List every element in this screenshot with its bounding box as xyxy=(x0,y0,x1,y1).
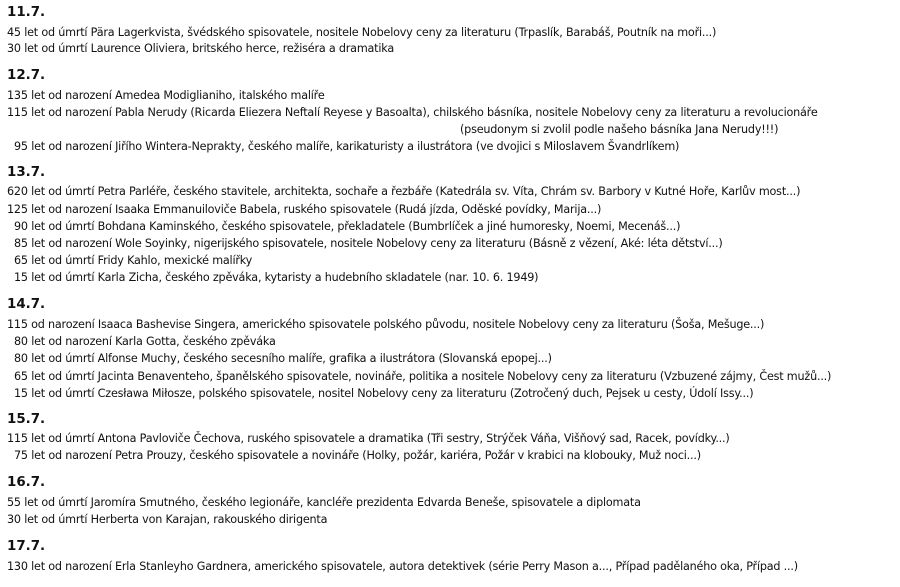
entry-line: 30 let od úmrtí Herberta von Karajan, rakouského dirigenta xyxy=(7,513,328,526)
entry-line: 130 let od narození Erla Stanleyho Gardnera, amerického spisovatele, autora detektivek (série Perry Mason a..., Případ padělaného oka, Případ ...) xyxy=(7,560,798,573)
entry-line: 95 let od narození Jiřího Wintera-Neprakty, českého malíře, karikaturisty a ilustrátora (ve dvojici s Miloslavem Švandrlíkem) xyxy=(14,140,680,153)
date-heading-11-7: 11.7. xyxy=(7,5,46,20)
entry-line: 15 let od úmrtí Czesława Miłosze, polského spisovatele, nositel Nobelovy ceny za literaturu (Zotročený duch, Pejsek u cesty, Údolí Issy...) xyxy=(14,387,754,400)
entry-line: 75 let od narození Petra Prouzy, českého spisovatele a novináře (Holky, požár, kariéra, Požár v krabici na klobouky, Muž noci...) xyxy=(14,449,701,462)
entry-line: 115 let od úmrtí Antona Pavloviče Čechova, ruského spisovatele a dramatika (Tři sestry, Strýček Váňa, Višňový sad, Racek, povídky...) xyxy=(7,432,730,445)
date-heading-17-7: 17.7. xyxy=(7,539,46,554)
entry-line-continuation: (pseudonym si zvolil podle našeho básníka Jana Nerudy!!!) xyxy=(460,123,779,136)
date-heading-16-7: 16.7. xyxy=(7,475,46,490)
entry-line: 65 let od úmrtí Jacinta Benaventeho, španělského spisovatele, novináře, politika a nositele Nobelovy ceny za literaturu (Vzbuzené zájmy, Čest mužů...) xyxy=(14,370,832,383)
entry-line: 80 let od narození Karla Gotta, českého zpěváka xyxy=(14,335,276,348)
entry-line: 15 let od úmrtí Karla Zicha, českého zpěváka, kytaristy a hudebního skladatele (nar. 10. 6. 1949) xyxy=(14,271,539,284)
date-heading-13-7: 13.7. xyxy=(7,165,46,180)
entry-line: 30 let od úmrtí Laurence Oliviera, britského herce, režiséra a dramatika xyxy=(7,42,395,55)
entry-line: 45 let od úmrtí Pära Lagerkvista, švédského spisovatele, nositele Nobelovy ceny za literaturu (Trpaslík, Barabáš, Poutník na moři...) xyxy=(7,26,717,39)
date-heading-12-7: 12.7. xyxy=(7,68,46,83)
entry-line: 115 od narození Isaaca Bashevise Singera, amerického spisovatele polského původu, nositele Nobelovy ceny za literaturu (Šoša, Mešuge...) xyxy=(7,318,765,331)
entry-line: 85 let od narození Wole Soyinky, nigerijského spisovatele, nositele Nobelovy ceny za literaturu (Básně z vězení, Aké: léta dětství...) xyxy=(14,237,723,250)
date-heading-15-7: 15.7. xyxy=(7,412,46,427)
entry-line: 65 let od úmrtí Fridy Kahlo, mexické malířky xyxy=(14,254,253,267)
entry-line: 620 let od úmrtí Petra Parléře, českého stavitele, architekta, sochaře a řezbáře (Katedrála sv. Víta, Chrám sv. Barbory v Kutné Hoře, Karlův most...) xyxy=(7,185,801,198)
entry-line: 125 let od narození Isaaka Emmanuiloviče Babela, ruského spisovatele (Rudá jízda, Oděské povídky, Marija...) xyxy=(7,203,602,216)
date-heading-14-7: 14.7. xyxy=(7,297,46,312)
entry-line: 80 let od úmrtí Alfonse Muchy, českého secesního malíře, grafika a ilustrátora (Slovanská epopej...) xyxy=(14,352,552,365)
entry-line: 135 let od narození Amedea Modiglianiho, italského malíře xyxy=(7,89,325,102)
entry-line: 115 let od narození Pabla Nerudy (Ricarda Eliezera Neftalí Reyese y Basoalta), chilského básníka, nositele Nobelovy ceny za literaturu a revolucionáře xyxy=(7,106,818,119)
entry-line: 55 let od úmrtí Jaromíra Smutného, českého legionáře, kancléře prezidenta Edvarda Beneše, spisovatele a diplomata xyxy=(7,496,641,509)
entry-line: 90 let od úmrtí Bohdana Kaminského, českého spisovatele, překladatele (Bumbrlíček a jiné humoresky, Noemi, Mecenáš...) xyxy=(14,220,681,233)
